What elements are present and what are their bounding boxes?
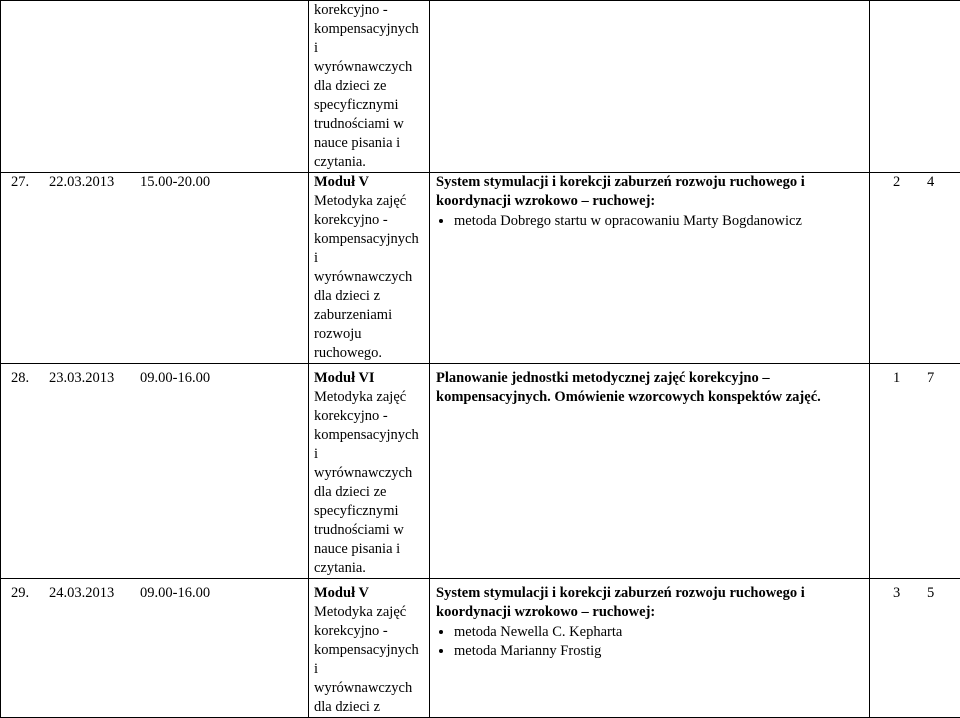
module-line: ruchowego. bbox=[314, 344, 427, 363]
row-number: 28. bbox=[11, 369, 35, 388]
table-row bbox=[1, 579, 960, 718]
list-item: • metoda Newella C. Kepharta bbox=[454, 623, 867, 642]
module-line: i bbox=[314, 660, 427, 679]
module-line: czytania. bbox=[314, 153, 427, 172]
date-cell bbox=[1, 173, 309, 364]
hours-a: 2 bbox=[893, 173, 927, 192]
module-cell bbox=[309, 579, 430, 718]
table-row bbox=[1, 173, 960, 364]
hours-b: 7 bbox=[927, 369, 934, 388]
module-cell bbox=[309, 1, 430, 173]
module-line: kompensacyjnych bbox=[314, 426, 427, 445]
row-number: 27. bbox=[11, 173, 35, 192]
date-cell bbox=[1, 1, 309, 173]
topic-line: System stymulacji i korekcji zaburzeń rozwoju ruchowego i bbox=[436, 584, 867, 603]
topic-cell bbox=[430, 173, 870, 364]
module-line: kompensacyjnych bbox=[314, 20, 427, 39]
module-title: Moduł V bbox=[314, 584, 427, 603]
module-line: wyrównawczych bbox=[314, 58, 427, 77]
topic-line: kompensacyjnych. Omówienie wzorcowych konspektów zajęć. bbox=[436, 388, 867, 407]
table-row bbox=[1, 364, 960, 579]
module-line: dla dzieci ze bbox=[314, 77, 427, 96]
hours-a: 1 bbox=[893, 369, 927, 388]
module-line: Metodyka zajęć bbox=[314, 192, 427, 211]
module-line: specyficznymi bbox=[314, 502, 427, 521]
module-line: Metodyka zajęć bbox=[314, 603, 427, 622]
row-date: 23.03.2013 bbox=[49, 369, 119, 388]
module-line: dla dzieci z bbox=[314, 698, 427, 717]
module-line: nauce pisania i bbox=[314, 540, 427, 559]
module-line: wyrównawczych bbox=[314, 464, 427, 483]
topic-cell bbox=[430, 1, 870, 173]
topic-cell bbox=[430, 364, 870, 579]
module-line: wyrównawczych bbox=[314, 679, 427, 698]
module-line: Metodyka zajęć bbox=[314, 388, 427, 407]
row-date: 22.03.2013 bbox=[49, 173, 119, 192]
topic-cell bbox=[430, 579, 870, 718]
module-line: nauce pisania i bbox=[314, 134, 427, 153]
module-line: kompensacyjnych bbox=[314, 641, 427, 660]
module-line: korekcyjno - bbox=[314, 407, 427, 426]
module-line: dla dzieci ze bbox=[314, 483, 427, 502]
hours-b: 4 bbox=[927, 173, 934, 192]
module-line: i bbox=[314, 39, 427, 58]
module-line: i bbox=[314, 445, 427, 464]
row-number: 29. bbox=[11, 584, 35, 603]
module-title: Moduł VI bbox=[314, 369, 427, 388]
topic-line: Planowanie jednostki metodycznej zajęć korekcyjno – bbox=[436, 369, 867, 388]
method-list bbox=[436, 212, 867, 231]
row-time: 15.00-20.00 bbox=[140, 173, 220, 192]
hours-cell bbox=[870, 579, 960, 718]
module-line: zaburzeniami bbox=[314, 306, 427, 325]
module-line: korekcyjno - bbox=[314, 211, 427, 230]
table-row bbox=[1, 1, 960, 173]
module-cell bbox=[309, 364, 430, 579]
module-line: wyrównawczych bbox=[314, 268, 427, 287]
hours-a: 3 bbox=[893, 584, 927, 603]
module-line: i bbox=[314, 249, 427, 268]
row-time: 09.00-16.00 bbox=[140, 584, 220, 603]
date-cell bbox=[1, 579, 309, 718]
module-line: korekcyjno - bbox=[314, 622, 427, 641]
date-cell bbox=[1, 364, 309, 579]
topic-line: koordynacji wzrokowo – ruchowej: bbox=[436, 192, 867, 211]
topic-line: System stymulacji i korekcji zaburzeń rozwoju ruchowego i bbox=[436, 173, 867, 192]
module-line: rozwoju bbox=[314, 325, 427, 344]
module-line: trudnościami w bbox=[314, 521, 427, 540]
module-line: dla dzieci z bbox=[314, 287, 427, 306]
module-line: korekcyjno - bbox=[314, 1, 427, 20]
topic-line: koordynacji wzrokowo – ruchowej: bbox=[436, 603, 867, 622]
module-cell bbox=[309, 173, 430, 364]
hours-cell bbox=[870, 1, 960, 173]
row-time: 09.00-16.00 bbox=[140, 369, 220, 388]
list-item: • metoda Marianny Frostig bbox=[454, 642, 867, 661]
module-title: Moduł V bbox=[314, 173, 427, 192]
method-list bbox=[436, 623, 867, 661]
hours-cell bbox=[870, 364, 960, 579]
hours-cell bbox=[870, 173, 960, 364]
module-line: specyficznymi bbox=[314, 96, 427, 115]
module-line: kompensacyjnych bbox=[314, 230, 427, 249]
list-item: • metoda Dobrego startu w opracowaniu Marty Bogdanowicz bbox=[454, 212, 867, 231]
module-line: trudnościami w bbox=[314, 115, 427, 134]
hours-b: 5 bbox=[927, 584, 934, 603]
module-line: czytania. bbox=[314, 559, 427, 578]
row-date: 24.03.2013 bbox=[49, 584, 119, 603]
